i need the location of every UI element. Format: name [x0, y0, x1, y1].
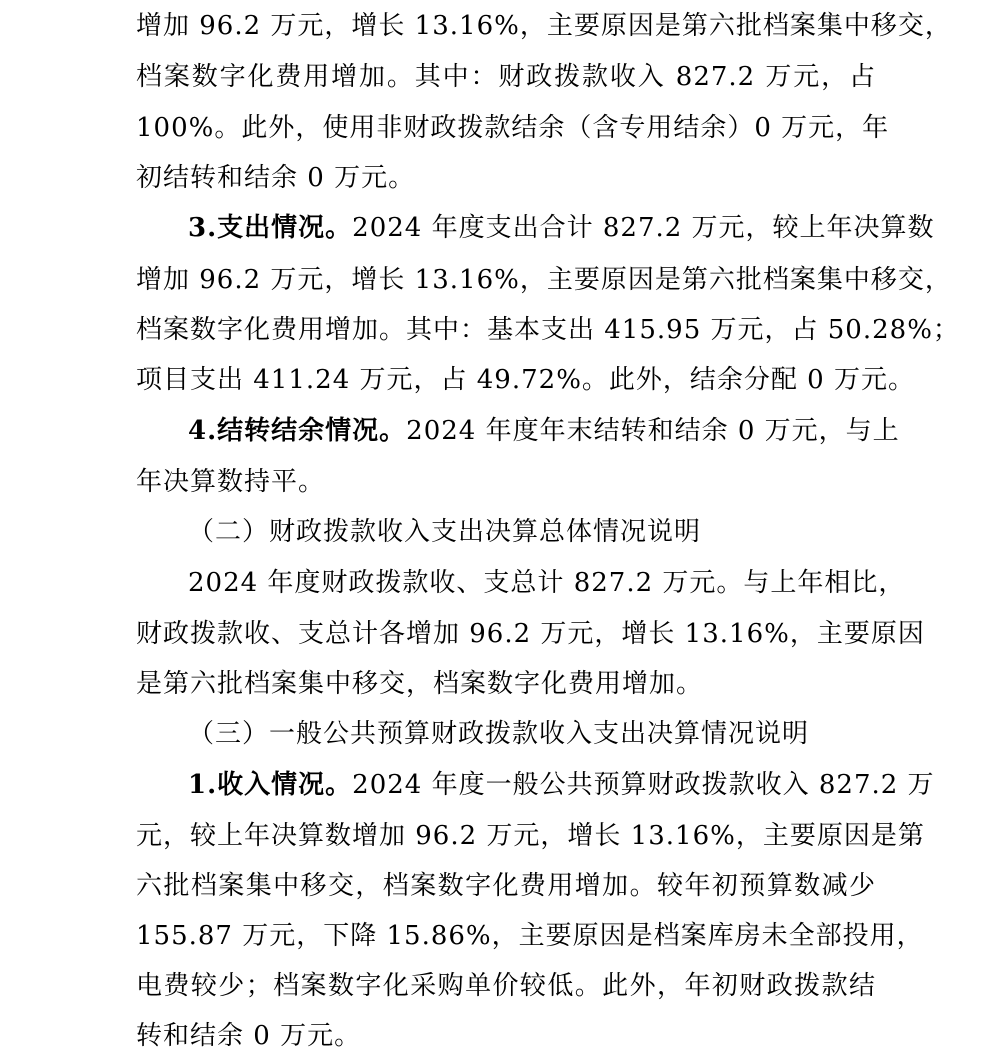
- carryover-paragraph-first-line: [188, 413, 900, 449]
- text-line: 财政拨款收、支总计各增加 96.2 万元，增长 13.16%，主要原因: [136, 619, 925, 649]
- text-line: 六批档案集中移交，档案数字化费用增加。较年初预算数减少: [136, 871, 876, 901]
- text-line: 档案数字化费用增加。其中：财政拨款收入 827.2 万元，占: [136, 62, 876, 92]
- text-line: 元，较上年决算数增加 96.2 万元，增长 13.16%，主要原因是第: [136, 821, 925, 851]
- text-line: 年决算数持平。: [136, 467, 326, 497]
- text-line: 增加 96.2 万元，增长 13.16%，主要原因是第六批档案集中移交，: [136, 265, 952, 295]
- income-heading: 1.收入情况。: [188, 770, 353, 800]
- text-span: 2024 年度年末结转和结余 0 万元，与上: [406, 416, 900, 446]
- text-line: 100%。此外，使用非财政拨款结余（含专用结余）0 万元，年: [136, 113, 890, 143]
- text-line: 初结转和结余 0 万元。: [136, 163, 416, 193]
- text-line: 155.87 万元，下降 15.86%，主要原因是档案库房未全部投用，: [136, 921, 924, 951]
- text-line: 电费较少；档案数字化采购单价较低。此外，年初财政拨款结: [136, 971, 876, 1001]
- text-line: 2024 年度财政拨款收、支总计 827.2 万元。与上年相比，: [188, 568, 906, 598]
- text-line: 增加 96.2 万元，增长 13.16%，主要原因是第六批档案集中移交，: [136, 11, 952, 41]
- text-span: 2024 年度支出合计 827.2 万元，较上年决算数: [352, 213, 935, 243]
- section-title: （三）一般公共预算财政拨款收入支出决算情况说明: [188, 719, 810, 749]
- expenditure-heading: 3.支出情况。: [188, 213, 353, 243]
- section-title: （二）财政拨款收入支出决算总体情况说明: [188, 517, 702, 547]
- text-line: 档案数字化费用增加。其中：基本支出 415.95 万元，占 50.28%；: [136, 315, 960, 345]
- text-span: 2024 年度一般公共预算财政拨款收入 827.2 万: [352, 770, 935, 800]
- carryover-heading: 4.结转结余情况。: [188, 416, 407, 446]
- income-paragraph-first-line: [188, 767, 935, 803]
- text-line: 是第六批档案集中移交，档案数字化费用增加。: [136, 669, 704, 699]
- expenditure-paragraph-first-line: [188, 210, 935, 246]
- text-line: 转和结余 0 万元。: [136, 1021, 362, 1051]
- text-line: 项目支出 411.24 万元，占 49.72%。此外，结余分配 0 万元。: [136, 365, 915, 395]
